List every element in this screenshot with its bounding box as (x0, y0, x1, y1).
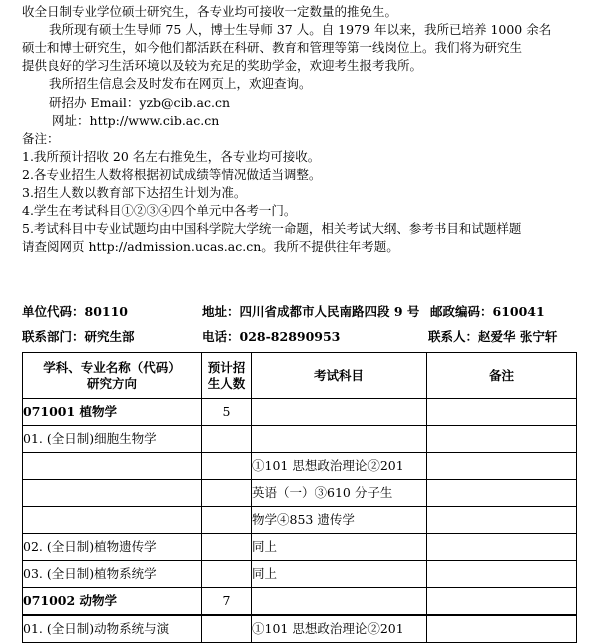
header-exam: 考试科目 (252, 353, 427, 399)
subject-cell (23, 507, 202, 534)
note-item-2: 2.各专业招生人数将根据初试成绩等情况做适当调整。 (22, 167, 322, 182)
count-cell (202, 507, 252, 534)
exam-cell: ①101 思想政治理论②201 (252, 453, 427, 480)
exam-cell: 英语（一）③610 分子生 (252, 480, 427, 507)
subject-cell: 01. (全日制)动物系统与演 (23, 616, 202, 643)
table-row (23, 507, 577, 534)
intro-line-4: 提供良好的学习生活环境以及较为充足的奖助学金，欢迎考生报考我所。 (22, 58, 423, 73)
email-line (49, 95, 230, 111)
table-row (23, 453, 577, 480)
exam-cell (252, 426, 427, 453)
note-cell (427, 616, 577, 643)
contact-dept: 联系部门：研究生部 (22, 329, 135, 344)
exam-cell: 同上 (252, 534, 427, 561)
contact-person: 联系人：赵爱华 张宁轩 (428, 329, 558, 344)
unit-address: 地址：四川省成都市人民南路四段 9 号 (202, 304, 420, 319)
exam-cell (252, 588, 427, 615)
note-cell (427, 561, 577, 588)
table-row (23, 480, 577, 507)
subject-cell: 01. (全日制)细胞生物学 (23, 426, 202, 453)
table-row (23, 399, 577, 426)
unit-postcode: 邮政编码：610041 (430, 304, 545, 319)
count-cell: 7 (202, 588, 252, 615)
intro-line-2: 我所现有硕士生导师 75 人，博士生导师 37 人。自 1979 年以来，我所已培养 1000 余名 (49, 22, 552, 37)
note-cell (427, 426, 577, 453)
note-cell (427, 507, 577, 534)
count-cell (202, 426, 252, 453)
exam-cell: 同上 (252, 561, 427, 588)
note-cell (427, 534, 577, 561)
table-row (23, 426, 577, 453)
count-cell (202, 480, 252, 507)
note-cell (427, 399, 577, 426)
table-header-row (23, 353, 577, 399)
website-link[interactable]: http://www.cib.ac.cn (89, 113, 220, 128)
unit-code: 单位代码：80110 (22, 304, 129, 319)
count-cell: 5 (202, 399, 252, 426)
header-subject: 学科、专业名称（代码） 研究方向 (23, 353, 202, 399)
note-cell (427, 453, 577, 480)
table-row (23, 561, 577, 588)
website-label: 网址： (52, 113, 90, 128)
header-count: 预计招 生人数 (202, 353, 252, 399)
exam-cell: 物学④853 遗传学 (252, 507, 427, 534)
note-item-5: 5.考试科目中专业试题均由中国科学院大学统一命题，相关考试大纲、参考书目和试题样题 (22, 221, 522, 236)
website-line (52, 113, 219, 129)
subject-cell: 071002 动物学 (23, 588, 202, 615)
note-item-3: 3.招生人数以教育部下达招生计划为准。 (22, 185, 247, 200)
subject-cell: 071001 植物学 (23, 399, 202, 426)
note-item-4: 4.学生在考试科目①②③④四个单元中各考一门。 (22, 203, 297, 218)
admissions-table (22, 352, 577, 643)
email-label: 研招办 Email： (49, 95, 140, 110)
header-note: 备注 (427, 353, 577, 399)
exam-cell (252, 399, 427, 426)
count-cell (202, 534, 252, 561)
email-link[interactable]: yzb@cib.ac.cn (139, 95, 231, 110)
subject-cell (23, 480, 202, 507)
note-cell (427, 588, 577, 615)
subject-cell: 02. (全日制)植物遗传学 (23, 534, 202, 561)
table-row (23, 588, 577, 615)
table-row (23, 534, 577, 561)
notes-heading: 备注： (22, 131, 60, 146)
table-row (23, 616, 577, 643)
count-cell (202, 453, 252, 480)
exam-cell: ①101 思想政治理论②201 (252, 616, 427, 643)
intro-line-5: 我所招生信息会及时发布在网页上，欢迎查询。 (49, 76, 312, 91)
note-cell (427, 480, 577, 507)
subject-cell (23, 453, 202, 480)
count-cell (202, 561, 252, 588)
note-item-1: 1.我所预计招收 20 名左右推免生，各专业均可接收。 (22, 149, 321, 164)
note-item-6: 请查阅网页 http://admission.ucas.ac.cn。我所不提供往年考题。 (22, 239, 399, 254)
intro-line-3: 硕士和博士研究生，如今他们都活跃在科研、教育和管理等第一线岗位上。我们将为研究生 (22, 40, 523, 55)
count-cell (202, 616, 252, 643)
intro-line-1: 收全日制专业学位硕士研究生，各专业均可接收一定数量的推免生。 (22, 4, 398, 19)
contact-phone: 电话：028-82890953 (202, 329, 341, 344)
subject-cell: 03. (全日制)植物系统学 (23, 561, 202, 588)
